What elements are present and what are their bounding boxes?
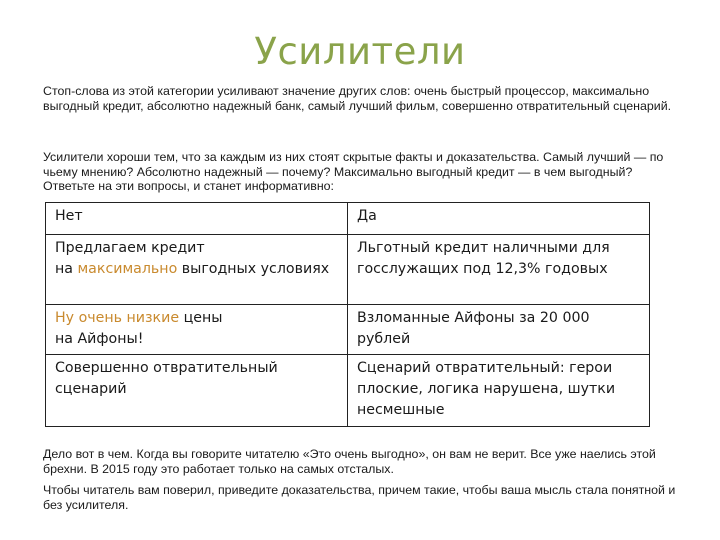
cell-no bbox=[46, 305, 348, 355]
cell-yes: Взломанные Айфоны за 20 000 рублей bbox=[348, 305, 650, 355]
cell-no: Совершенно отвратительный сценарий bbox=[46, 355, 348, 427]
cell-no-post: цены bbox=[179, 310, 223, 326]
intro-paragraph: Стоп-слова из этой категории усиливают значение других слов: очень быстрый процессор, максимально выгодный кредит, абсолютно надежный банк, самый лучший фильм, совершенно отвратительный сценарий. bbox=[43, 84, 672, 113]
explanation-paragraph: Усилители хороши тем, что за каждым из них стоят скрытые факты и доказательства. Самый лучший — по чьему мнению? Абсолютно надежный — почему? Максимально выгодный кредит — в чем выгодный? Ответьте на эти вопросы, и станет информативно: bbox=[43, 150, 664, 194]
table-row bbox=[46, 235, 650, 305]
cell-yes: Сценарий отвратительный: герои плоские, логика нарушена, шутки несмешные bbox=[348, 355, 650, 427]
advice-paragraph: Чтобы читатель вам поверил, приведите доказательства, причем такие, чтобы ваша мысль стала понятной и без усилителя. bbox=[43, 483, 676, 512]
slide-title: Усилители bbox=[254, 30, 466, 73]
header-yes: Да bbox=[348, 203, 650, 235]
conclusion-paragraph: Дело вот в чем. Когда вы говорите читателю «Это очень выгодно», он вам не верит. Все уже наелись этой брехни. В 2015 году это работает только на самых отсталых. bbox=[43, 447, 656, 476]
cell-no-highlight: Ну очень низкие bbox=[55, 310, 180, 326]
table-row bbox=[46, 355, 650, 427]
table-row bbox=[46, 305, 650, 355]
cell-no bbox=[46, 235, 348, 305]
cell-no-pre: на bbox=[55, 261, 78, 277]
table-header-row bbox=[46, 203, 650, 235]
comparison-table bbox=[45, 202, 650, 427]
cell-no-line2: на Айфоны! bbox=[55, 331, 144, 347]
cell-no-highlight: максимально bbox=[77, 261, 178, 277]
cell-no-post: выгодных условиях bbox=[177, 261, 330, 277]
header-no: Нет bbox=[46, 203, 348, 235]
cell-no-line1: Предлагаем кредит bbox=[55, 240, 205, 256]
cell-yes: Льготный кредит наличными для госслужащих под 12,3% годовых bbox=[348, 235, 650, 305]
